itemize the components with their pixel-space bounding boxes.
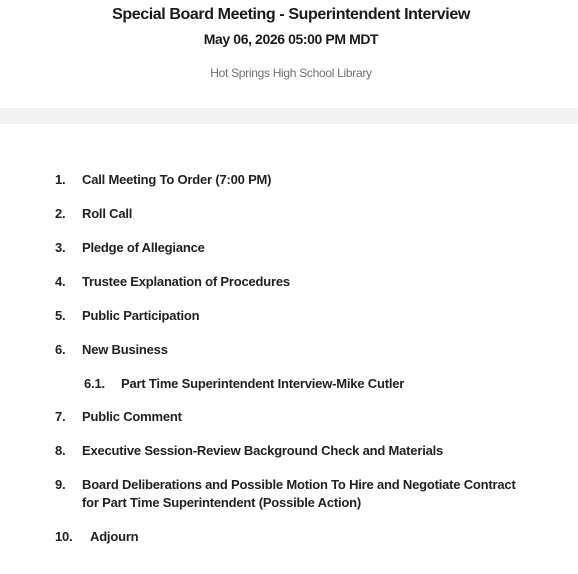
agenda-item-label: New Business [82, 342, 168, 357]
agenda-item-label: Public Participation [82, 308, 200, 323]
agenda-item-label-line1: Board Deliberations and Possible Motion To Hire and Negotiate Contract [82, 477, 516, 492]
meeting-location: Hot Springs High School Library [210, 66, 372, 80]
meeting-header [0, 0, 578, 108]
agenda-item-label: Executive Session-Review Background Check and Materials [82, 443, 444, 458]
agenda-item-label: Public Comment [82, 409, 182, 424]
agenda-item-label: Roll Call [82, 206, 133, 221]
agenda-item-number: 1. [55, 172, 66, 187]
agenda-item-number: 10. [55, 529, 73, 544]
agenda-item-number: 2. [55, 206, 66, 221]
agenda-item-label-line2: for Part Time Superintendent (Possible Action) [82, 495, 362, 510]
agenda-item-number: 3. [55, 240, 66, 255]
agenda-item-number: 6. [55, 342, 66, 357]
agenda-item-label: Adjourn [90, 529, 139, 544]
agenda-item-label: Pledge of Allegiance [82, 240, 205, 255]
agenda-item-number: 5. [55, 308, 66, 323]
meeting-title: Special Board Meeting - Superintendent Interview [112, 6, 470, 23]
agenda-item-number: 9. [55, 477, 66, 492]
agenda-item-number: 7. [55, 409, 66, 424]
header-divider-band [0, 108, 578, 124]
agenda-subitem-number: 6.1. [84, 376, 105, 391]
agenda-item-label: Trustee Explanation of Procedures [82, 274, 290, 289]
agenda-item-number: 4. [55, 274, 66, 289]
meeting-datetime: May 06, 2026 05:00 PM MDT [203, 31, 379, 47]
agenda-item-number: 8. [55, 443, 66, 458]
agenda-subitem-label: Part Time Superintendent Interview-Mike Cutler [121, 376, 405, 391]
agenda-item-label: Call Meeting To Order (7:00 PM) [82, 172, 272, 187]
